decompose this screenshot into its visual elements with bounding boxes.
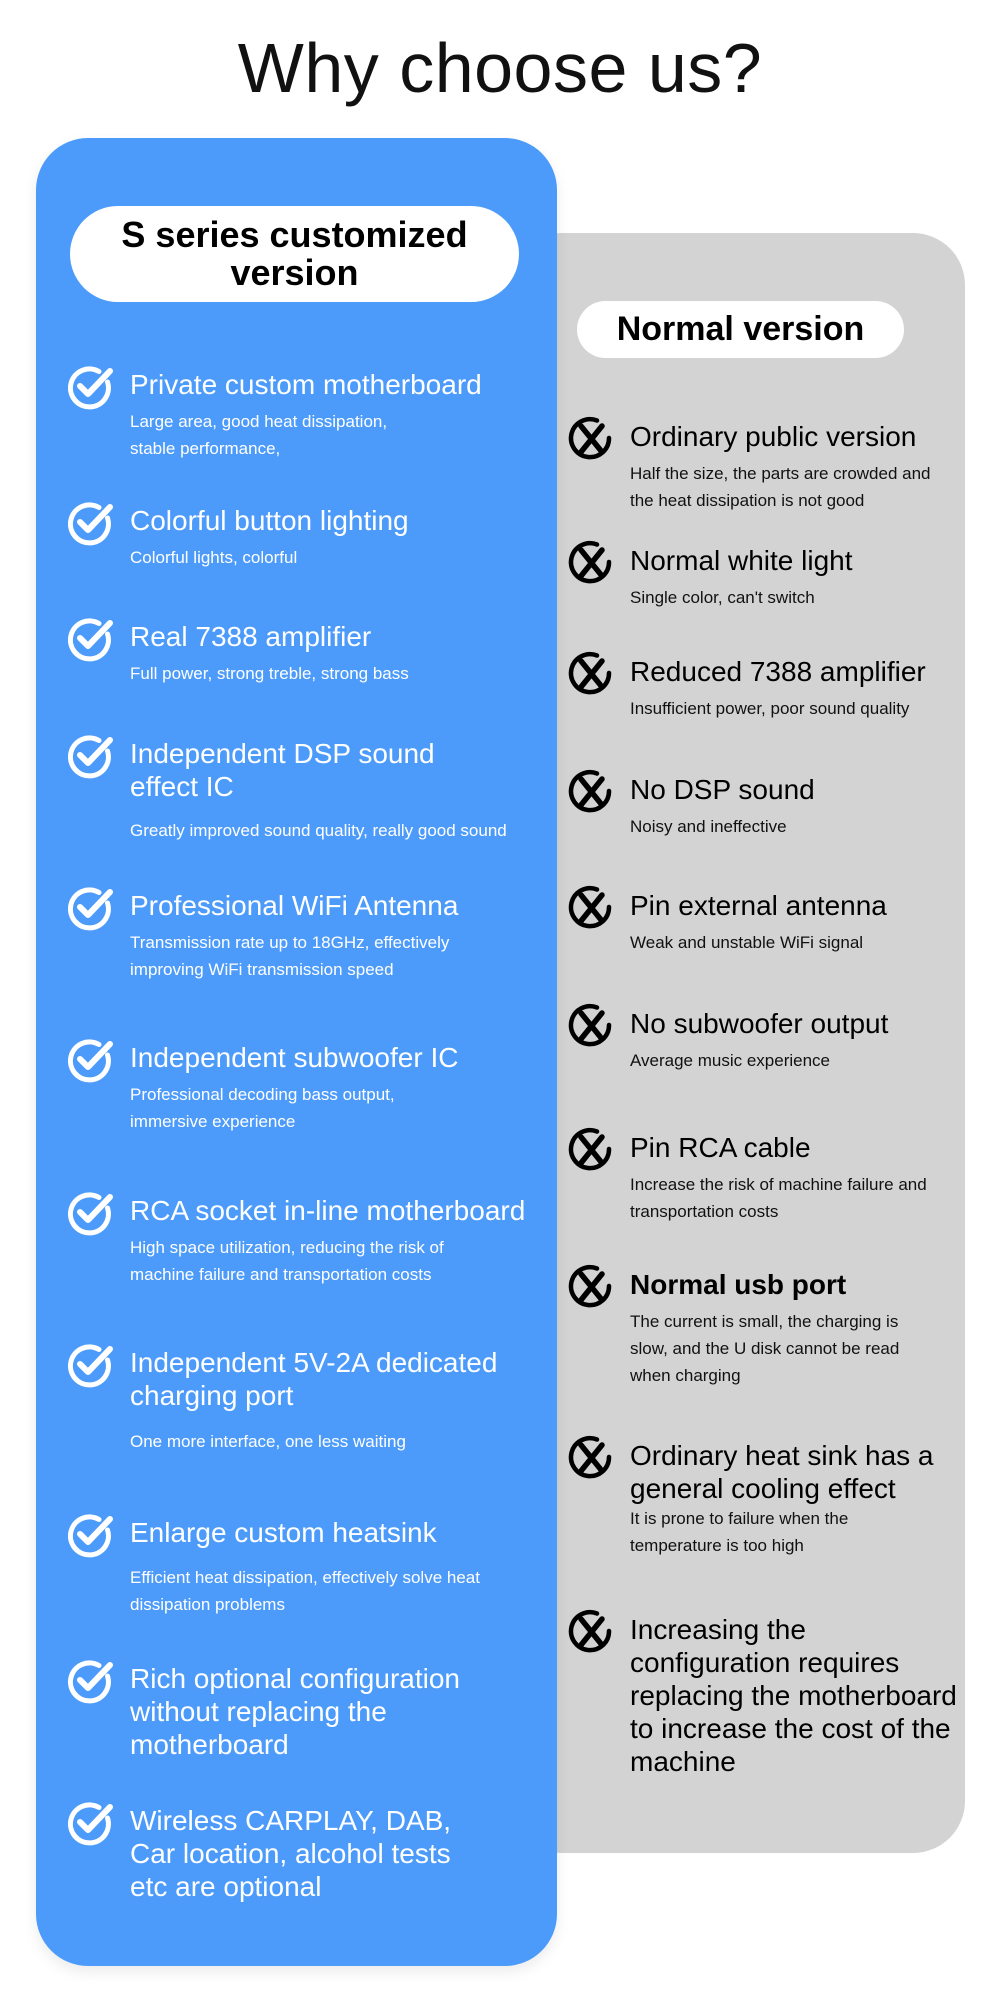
check-circle-icon <box>66 731 114 779</box>
x-circle-icon <box>566 1262 614 1310</box>
feature-description: High space utilization, reducing the risk of machine failure and transportation costs <box>130 1238 444 1284</box>
feature-title: Colorful button lighting <box>130 505 409 536</box>
x-circle-icon <box>566 1607 614 1655</box>
x-circle-icon <box>566 649 614 697</box>
feature-title: Pin RCA cable <box>630 1132 811 1163</box>
feature-title: Independent subwoofer IC <box>130 1042 459 1073</box>
check-circle-icon <box>66 362 114 410</box>
feature-description: Full power, strong treble, strong bass <box>130 664 409 683</box>
feature-description: It is prone to failure when the temperature is too high <box>630 1509 849 1555</box>
check-circle-icon <box>66 883 114 931</box>
feature-description: Professional decoding bass output, immersive experience <box>130 1085 395 1131</box>
feature-description: Weak and unstable WiFi signal <box>630 933 864 952</box>
feature-title: Wireless CARPLAY, DAB, Car location, alcohol tests etc are optional <box>130 1805 452 1902</box>
feature-description: Colorful lights, colorful <box>130 548 298 567</box>
feature-description: Increase the risk of machine failure and transportation costs <box>630 1175 927 1221</box>
feature-title: No subwoofer output <box>630 1008 889 1039</box>
x-circle-icon <box>566 538 614 586</box>
page-title: Why choose us? <box>237 29 763 107</box>
feature-description: Greatly improved sound quality, really good sound <box>130 821 507 840</box>
check-circle-icon <box>66 1510 114 1558</box>
check-circle-icon <box>66 1340 114 1388</box>
check-circle-icon <box>66 1798 114 1846</box>
check-circle-icon <box>66 1035 114 1083</box>
feature-title: Private custom motherboard <box>130 369 482 400</box>
feature-title: RCA socket in-line motherboard <box>130 1195 526 1226</box>
feature-description: Half the size, the parts are crowded and the heat dissipation is not good <box>630 464 931 510</box>
x-circle-icon <box>566 883 614 931</box>
feature-title: Ordinary public version <box>630 421 917 452</box>
check-circle-icon <box>66 1656 114 1704</box>
feature-title: No DSP sound <box>630 774 815 805</box>
check-circle-icon <box>66 498 114 546</box>
feature-title: Independent DSP sound effect IC <box>130 738 435 802</box>
feature-title: Ordinary heat sink has a general cooling effect <box>630 1440 934 1504</box>
x-circle-icon <box>566 1125 614 1173</box>
feature-description: Transmission rate up to 18GHz, effectively improving WiFi transmission speed <box>130 933 450 979</box>
feature-description: One more interface, one less waiting <box>130 1432 406 1451</box>
feature-description: Single color, can't switch <box>630 588 815 607</box>
feature-title: Professional WiFi Antenna <box>130 890 459 921</box>
feature-description: Insufficient power, poor sound quality <box>630 699 910 718</box>
feature-title: Independent 5V-2A dedicated charging port <box>130 1347 498 1411</box>
feature-title: Increasing the configuration requires replacing the motherboard to increase the cost of the machine <box>630 1614 957 1777</box>
feature-description: The current is small, the charging is slow, and the U disk cannot be read when charging <box>630 1312 900 1385</box>
feature-title: Real 7388 amplifier <box>130 621 372 652</box>
s-series-label: S series customized version <box>70 206 519 302</box>
feature-description: Efficient heat dissipation, effectively solve heat dissipation problems <box>130 1568 480 1614</box>
feature-title: Enlarge custom heatsink <box>130 1517 437 1548</box>
check-circle-icon <box>66 1188 114 1236</box>
check-circle-icon <box>66 614 114 662</box>
feature-title: Rich optional configuration without replacing the motherboard <box>130 1663 460 1760</box>
feature-title: Pin external antenna <box>630 890 887 921</box>
x-circle-icon <box>566 1001 614 1049</box>
feature-description: Average music experience <box>630 1051 831 1070</box>
feature-description: Large area, good heat dissipation, stable performance, <box>130 412 388 458</box>
feature-title: Normal white light <box>630 545 853 576</box>
x-circle-icon <box>566 414 614 462</box>
feature-title: Normal usb port <box>630 1269 847 1300</box>
feature-title: Reduced 7388 amplifier <box>630 656 926 687</box>
x-circle-icon <box>566 767 614 815</box>
normal-version-label: Normal version <box>577 301 904 358</box>
feature-description: Noisy and ineffective <box>630 817 787 836</box>
x-circle-icon <box>566 1433 614 1481</box>
